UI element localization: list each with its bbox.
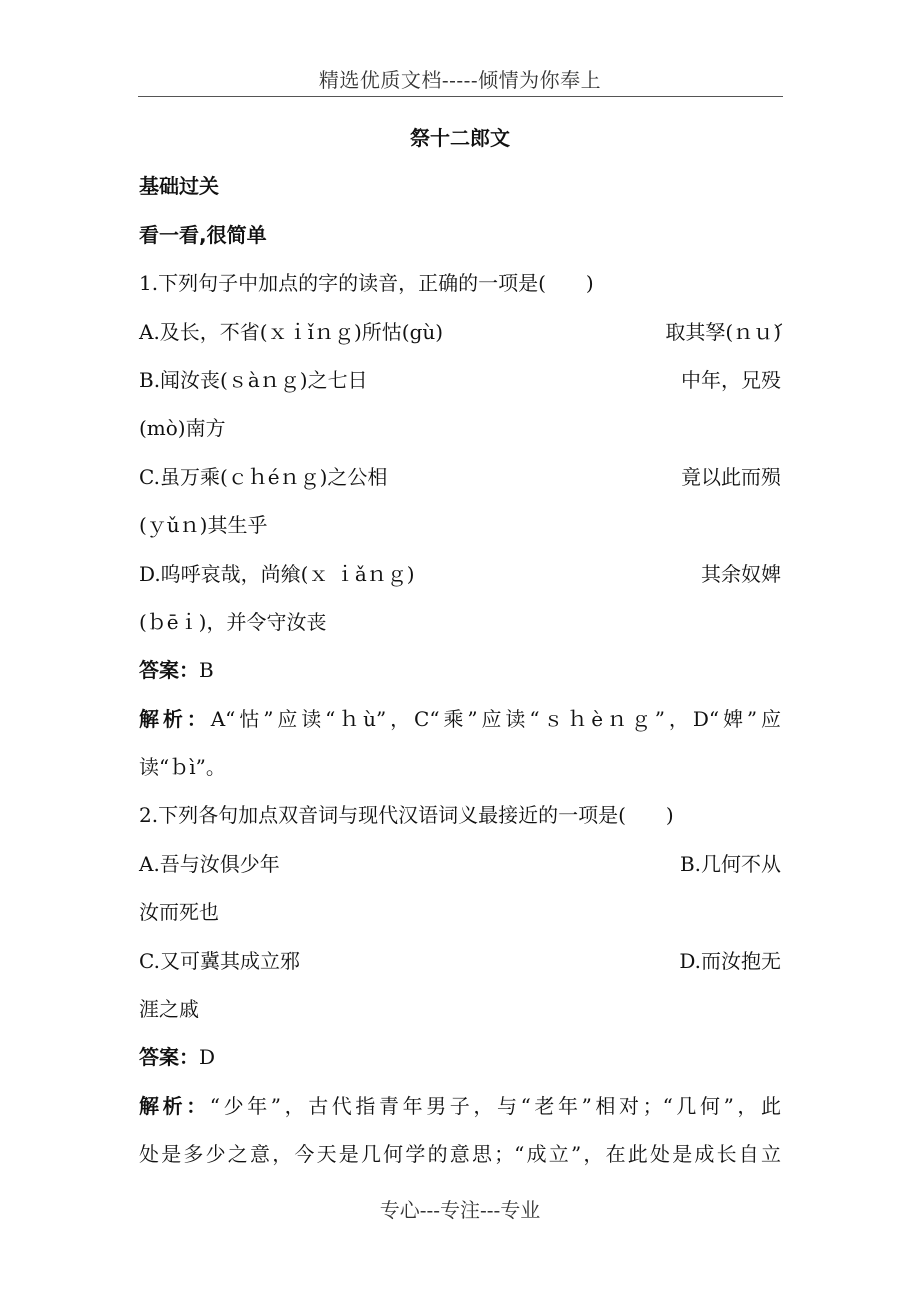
option-d-continued: 涯之戚 <box>139 997 199 1022</box>
option-c-continued: (ｙǔｎ)其生乎 <box>139 513 268 538</box>
option-b-right: 中年，兄殁 <box>681 367 781 392</box>
question-2-analysis-continued: 处是多少之意，今天是几何学的意思；“成立”，在此处是成长自立 <box>139 1142 781 1167</box>
option-a: A.吾与汝俱少年 <box>139 851 280 876</box>
option-c-right: 竟以此而殒 <box>681 464 781 489</box>
question-1-option-a <box>139 308 781 356</box>
analysis-text: “少年”，古代指青年男子，与“老年”相对；“几何”，此 <box>209 1093 782 1118</box>
question-1-analysis <box>139 695 781 743</box>
page-footer: 专心---专注---专业 <box>379 1198 541 1222</box>
header-divider <box>138 96 783 97</box>
option-b-left: B.闻汝丧(ｓàｎｇ)之七日 <box>139 367 368 392</box>
option-b: B.几何不从 <box>679 851 781 876</box>
analysis-label: 解析： <box>139 706 211 731</box>
option-d-left: D.呜呼哀哉，尚飨(ｘ ｉǎｎｇ) <box>139 561 415 586</box>
section-heading: 基础过关 <box>139 174 219 199</box>
answer-label: 答案： <box>139 658 199 683</box>
option-b-continued: (mò)南方 <box>139 416 226 441</box>
question-1-analysis-continued: 读“ｂì”。 <box>139 755 226 780</box>
option-c: C.又可冀其成立邪 <box>139 948 300 973</box>
question-1-option-c <box>139 453 781 501</box>
question-2-options-ab <box>139 840 781 888</box>
question-1-option-d <box>139 550 781 598</box>
question-1-answer <box>139 646 781 694</box>
question-2-options-cd <box>139 937 781 985</box>
option-a-left: A.及长，不省(ｘｉǐｎｇ)所怙(gù) <box>139 319 444 344</box>
answer-value: D <box>199 1045 216 1070</box>
subsection-heading: 看一看,很简单 <box>139 222 267 247</box>
option-d-right: 其余奴婢 <box>701 561 781 586</box>
option-d: D.而汝抱无 <box>679 948 781 973</box>
document-body <box>139 114 781 1179</box>
answer-value: B <box>199 658 214 683</box>
question-1-option-b <box>139 356 781 404</box>
document-title: 祭十二郎文 <box>410 126 510 150</box>
option-d-continued: (ｂēｉ)，并令守汝丧 <box>139 609 327 634</box>
answer-label: 答案： <box>139 1045 199 1070</box>
option-b-continued: 汝而死也 <box>139 900 219 925</box>
option-c-left: C.虽万乘(ｃｈéｎｇ)之公相 <box>139 464 388 489</box>
option-a-right: 取其孥(ｎｕ́) <box>665 319 781 344</box>
page-header: 精选优质文档-----倾情为你奉上 <box>318 68 602 92</box>
question-1-stem: 1.下列句子中加点的字的读音，正确的一项是( ) <box>139 271 594 296</box>
question-2-answer <box>139 1033 781 1081</box>
question-2-stem: 2.下列各句加点双音词与现代汉语词义最接近的一项是( ) <box>139 803 674 828</box>
analysis-label: 解析： <box>139 1093 210 1118</box>
analysis-text: A“怙”应读“ｈù”，C“乘”应读“ｓｈèｎｇ”，D“婢”应 <box>210 706 782 731</box>
question-2-analysis <box>139 1082 781 1130</box>
